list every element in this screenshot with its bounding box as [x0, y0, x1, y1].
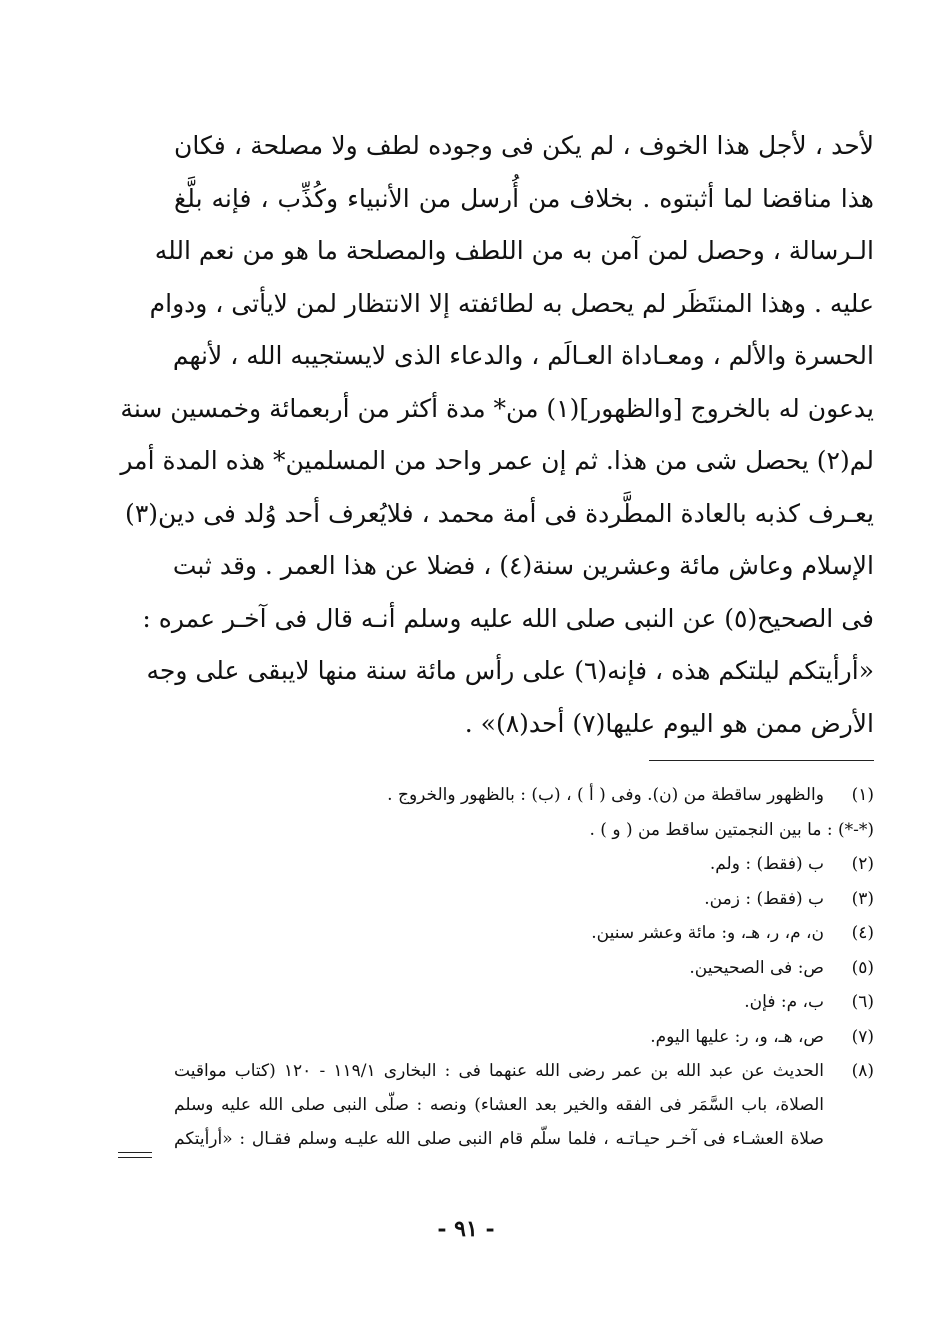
footnote	[174, 1054, 874, 1156]
footnote-line: الحديث عن عبد الله بن عمر رضى الله عنهما فى : البخارى ١١٩/١ - ١٢٠ (كتاب مواقيت	[174, 1061, 824, 1081]
footnote-text: والظهور ساقطة من (ن). وفى ( أ ) ، (ب) : بالظهور والخروج .	[387, 785, 824, 805]
footnote	[174, 778, 874, 813]
footnote-number: (٣)	[851, 888, 874, 909]
footnote-text: ص، هـ، و، ر: عليها اليوم.	[650, 1026, 824, 1047]
footnote-number: (٥)	[851, 957, 874, 978]
footnote	[174, 882, 874, 917]
continuation-line	[118, 1152, 152, 1153]
footnote	[174, 951, 874, 986]
footnote	[174, 813, 874, 848]
footnote	[174, 1020, 874, 1055]
footnote-number: (١)	[851, 785, 874, 805]
footnote-number: (٦)	[851, 992, 874, 1012]
footnote-number: (٨)	[851, 1061, 874, 1081]
text-line: الحسرة والألم ، ومعـاداة العـالَم ، والدعاء الذى لايستجيبه الله ، لأنهم	[172, 341, 874, 370]
footnote-line: صلاة العشـاء فى آخـر حيـاتـه ، فلما سلّم قام النبى صلى الله عليـه وسلم فقـال : «أرأيتكم	[174, 1129, 824, 1149]
footnote	[174, 916, 874, 951]
page-number: - ٩١ -	[437, 1216, 495, 1242]
main-text	[120, 120, 874, 750]
text-line: الـرسالة ، وحصل لمن آمن به من اللطف والمصلحة ما هو من نعم الله	[154, 236, 874, 265]
footnote	[174, 985, 874, 1020]
footnote-number: (٤)	[851, 923, 874, 943]
text-line: الأرض ممن هو اليوم عليها(٧) أحد(٨)» .	[464, 708, 874, 738]
footnote-number: (٧)	[851, 1026, 874, 1047]
footnote-text: ب، م: فإن.	[744, 992, 824, 1012]
text-line: يدعون له بالخروج [والظهور](١) من* مدة أكثر من أربعمائة وخمسين سنة	[120, 393, 874, 423]
footnote-text: ب (فقط) : زمن.	[704, 888, 824, 909]
footnote-text: ص: فى الصحيحين.	[689, 957, 824, 978]
footnote-number: (٢)	[851, 854, 874, 874]
footnote-line: الصلاة، باب السَّمَر فى الفقه والخير بعد العشاء) ونصه : صلّى النبى صلى الله عليه وسلم	[174, 1095, 824, 1115]
text-line: «أرأيتكم ليلتكم هذه ، فإنه(٦) على رأس مائة سنة منها لايبقى على وجه	[146, 656, 874, 685]
footnote-text: ب (فقط) : ولم.	[709, 854, 824, 874]
footnote-text: (*-*) : ما بين النجمتين ساقط من ( و ) .	[589, 819, 874, 840]
text-line: يعـرف كذبه بالعادة المطَّردة فى أمة محمد ، فلايُعرف أحد وُلد فى دين(٣)	[125, 498, 874, 528]
footnote-text: ن، م، ر، هـ، و: مائة وعشر سنين.	[591, 923, 824, 943]
text-line: فى الصحيح(٥) عن النبى صلى الله عليه وسلم أنـه قال فى آخـر عمره :	[142, 603, 874, 633]
text-line: الإسلام وعاش مائة وعشرين سنة(٤) ، فضلا عن هذا العمر . وقد ثبت	[172, 551, 874, 580]
footnote-separator	[649, 760, 874, 761]
footnote	[174, 847, 874, 882]
continuation-mark	[118, 1152, 152, 1162]
text-line: لأحد ، لأجل هذا الخوف ، لم يكن فى وجوده لطف ولا مصلحة ، فكان	[174, 131, 874, 160]
footnotes	[174, 778, 874, 1156]
text-line: هذا مناقضا لما أثبتوه . بخلاف من أُرسل من الأنبياء وكُذِّب ، فإنه بلَّغ	[174, 183, 874, 213]
continuation-line	[118, 1157, 152, 1158]
text-line: عليه . وهذا المنتَظَر لم يحصل به لطائفته إلا الانتظار لمن لايأتى ، ودوام	[149, 288, 874, 318]
text-line: لم(٢) يحصل شى من هذا. ثم إن عمر واحد من المسلمين* هذه المدة أمر	[120, 446, 874, 475]
footnote-text	[174, 1054, 824, 1156]
